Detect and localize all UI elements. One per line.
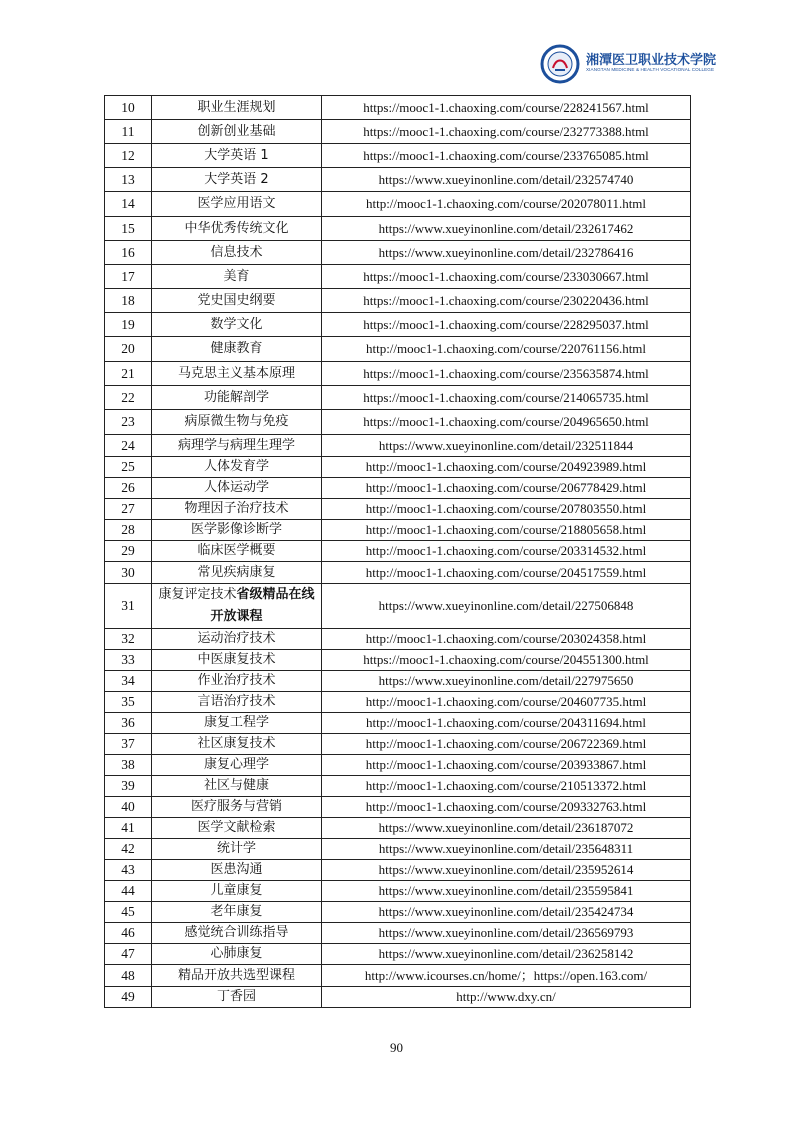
table-row [105, 241, 691, 265]
row-number: 37 [105, 734, 152, 755]
course-url-link[interactable]: https://mooc1-1.chaoxing.com/course/214065735.html [322, 386, 691, 410]
course-name: 病原微生物与免疫 [152, 410, 322, 435]
table-row [105, 944, 691, 965]
course-url-link[interactable]: http://mooc1-1.chaoxing.com/course/204923989.html [322, 457, 691, 478]
row-number: 11 [105, 120, 152, 144]
course-name: 精品开放共选型课程 [152, 965, 322, 987]
row-number: 36 [105, 713, 152, 734]
course-url-link[interactable]: http://mooc1-1.chaoxing.com/course/206722369.html [322, 734, 691, 755]
table-row [105, 776, 691, 797]
course-url-link[interactable]: http://mooc1-1.chaoxing.com/course/203314532.html [322, 541, 691, 562]
course-name: 言语治疗技术 [152, 692, 322, 713]
row-number: 34 [105, 671, 152, 692]
course-name: 医疗服务与营销 [152, 797, 322, 818]
course-name: 人体运动学 [152, 478, 322, 499]
course-name: 数学文化 [152, 313, 322, 337]
row-number: 49 [105, 987, 152, 1008]
course-url-link[interactable]: https://mooc1-1.chaoxing.com/course/228295037.html [322, 313, 691, 337]
table-row [105, 289, 691, 313]
course-name: 大学英语 1 [152, 144, 322, 168]
table-row [105, 818, 691, 839]
course-name: 功能解剖学 [152, 386, 322, 410]
course-url-link[interactable]: https://www.xueyinonline.com/detail/236187072 [322, 818, 691, 839]
course-url-link[interactable]: http://mooc1-1.chaoxing.com/course/204517559.html [322, 562, 691, 584]
row-number: 19 [105, 313, 152, 337]
row-number: 32 [105, 629, 152, 650]
row-number: 29 [105, 541, 152, 562]
course-name: 美育 [152, 265, 322, 289]
course-url-link[interactable]: https://www.xueyinonline.com/detail/232511844 [322, 435, 691, 457]
row-number: 39 [105, 776, 152, 797]
row-number: 42 [105, 839, 152, 860]
row-number: 28 [105, 520, 152, 541]
course-url-link[interactable]: http://mooc1-1.chaoxing.com/course/210513372.html [322, 776, 691, 797]
row-number: 30 [105, 562, 152, 584]
course-name: 医学文献检索 [152, 818, 322, 839]
table-row [105, 755, 691, 776]
course-name: 创新创业基础 [152, 120, 322, 144]
row-number: 14 [105, 192, 152, 217]
course-url-link[interactable]: https://mooc1-1.chaoxing.com/course/235635874.html [322, 362, 691, 386]
college-emblem-icon [540, 44, 580, 84]
course-url-link[interactable]: https://mooc1-1.chaoxing.com/course/230220436.html [322, 289, 691, 313]
table-row [105, 217, 691, 241]
row-number: 20 [105, 337, 152, 362]
course-name: 中华优秀传统文化 [152, 217, 322, 241]
course-award-label: 省级精品在线开放课程 [210, 587, 315, 624]
course-name: 老年康复 [152, 902, 322, 923]
course-name: 健康教育 [152, 337, 322, 362]
course-name: 常见疾病康复 [152, 562, 322, 584]
course-url-link[interactable]: https://www.xueyinonline.com/detail/235595841 [322, 881, 691, 902]
table-row [105, 410, 691, 435]
course-name: 临床医学概要 [152, 541, 322, 562]
course-url-link[interactable]: http://mooc1-1.chaoxing.com/course/204607735.html [322, 692, 691, 713]
table-row [105, 965, 691, 987]
row-number: 17 [105, 265, 152, 289]
course-links-table [104, 95, 691, 1008]
row-number: 13 [105, 168, 152, 192]
course-url-link[interactable]: http://www.icourses.cn/home/；https://open.163.com/ [322, 965, 691, 987]
row-number: 21 [105, 362, 152, 386]
row-number: 33 [105, 650, 152, 671]
course-url-link[interactable]: http://mooc1-1.chaoxing.com/course/220761156.html [322, 337, 691, 362]
course-url-link[interactable]: http://mooc1-1.chaoxing.com/course/203024358.html [322, 629, 691, 650]
course-name: 物理因子治疗技术 [152, 499, 322, 520]
row-number: 41 [105, 818, 152, 839]
table-row [105, 650, 691, 671]
course-url-link[interactable]: http://mooc1-1.chaoxing.com/course/202078011.html [322, 192, 691, 217]
course-name: 大学英语 2 [152, 168, 322, 192]
table-row [105, 168, 691, 192]
course-url-link[interactable]: http://mooc1-1.chaoxing.com/course/209332763.html [322, 797, 691, 818]
table-row [105, 457, 691, 478]
course-name: 马克思主义基本原理 [152, 362, 322, 386]
row-number: 27 [105, 499, 152, 520]
row-number: 35 [105, 692, 152, 713]
course-url-link[interactable]: https://www.xueyinonline.com/detail/227975650 [322, 671, 691, 692]
course-url-link[interactable]: https://www.xueyinonline.com/detail/236569793 [322, 923, 691, 944]
logo-subtext: XIANGTAN MEDICINE & HEALTH VOCATIONAL COLLEGE [586, 67, 715, 72]
table-row [105, 839, 691, 860]
logo-text: 湘潭医卫职业技术学院 [586, 53, 717, 68]
course-name: 康复工程学 [152, 713, 322, 734]
table-row [105, 797, 691, 818]
table-row [105, 520, 691, 541]
course-url-link[interactable]: http://mooc1-1.chaoxing.com/course/207803550.html [322, 499, 691, 520]
table-row [105, 584, 691, 629]
course-url-link[interactable]: https://mooc1-1.chaoxing.com/course/232773388.html [322, 120, 691, 144]
table-body [105, 96, 691, 1008]
course-url-link[interactable]: http://mooc1-1.chaoxing.com/course/203933867.html [322, 755, 691, 776]
course-url-link[interactable]: https://www.xueyinonline.com/detail/232786416 [322, 241, 691, 265]
row-number: 25 [105, 457, 152, 478]
course-name: 丁香园 [152, 987, 322, 1008]
table-row [105, 902, 691, 923]
course-url-link[interactable]: https://mooc1-1.chaoxing.com/course/233030667.html [322, 265, 691, 289]
course-name: 统计学 [152, 839, 322, 860]
row-number: 15 [105, 217, 152, 241]
course-name: 感觉统合训练指导 [152, 923, 322, 944]
course-name: 中医康复技术 [152, 650, 322, 671]
table-row [105, 386, 691, 410]
table-row [105, 499, 691, 520]
course-name [152, 584, 322, 629]
course-name: 儿童康复 [152, 881, 322, 902]
table-row [105, 860, 691, 881]
course-url-link[interactable]: https://mooc1-1.chaoxing.com/course/204551300.html [322, 650, 691, 671]
row-number: 48 [105, 965, 152, 987]
table-row [105, 671, 691, 692]
row-number: 16 [105, 241, 152, 265]
row-number: 10 [105, 96, 152, 120]
row-number: 24 [105, 435, 152, 457]
row-number: 43 [105, 860, 152, 881]
course-url-link[interactable]: https://www.xueyinonline.com/detail/235648311 [322, 839, 691, 860]
table-row [105, 629, 691, 650]
course-url-link[interactable]: http://mooc1-1.chaoxing.com/course/204311694.html [322, 713, 691, 734]
course-url-link[interactable]: https://www.xueyinonline.com/detail/235424734 [322, 902, 691, 923]
course-name: 作业治疗技术 [152, 671, 322, 692]
course-name-text: 康复评定技术 [158, 587, 237, 602]
table-row [105, 144, 691, 168]
course-url-link[interactable]: https://www.xueyinonline.com/detail/232617462 [322, 217, 691, 241]
course-name: 康复心理学 [152, 755, 322, 776]
row-number: 22 [105, 386, 152, 410]
course-name: 职业生涯规划 [152, 96, 322, 120]
row-number: 12 [105, 144, 152, 168]
course-url-link[interactable]: https://mooc1-1.chaoxing.com/course/204965650.html [322, 410, 691, 435]
table-row [105, 541, 691, 562]
course-name: 人体发育学 [152, 457, 322, 478]
course-url-link[interactable]: http://mooc1-1.chaoxing.com/course/206778429.html [322, 478, 691, 499]
course-name: 运动治疗技术 [152, 629, 322, 650]
course-name: 病理学与病理生理学 [152, 435, 322, 457]
course-url-link[interactable]: https://mooc1-1.chaoxing.com/course/228241567.html [322, 96, 691, 120]
course-name: 心肺康复 [152, 944, 322, 965]
table-row [105, 265, 691, 289]
table-row [105, 120, 691, 144]
course-name: 信息技术 [152, 241, 322, 265]
row-number: 44 [105, 881, 152, 902]
table-row [105, 881, 691, 902]
row-number: 47 [105, 944, 152, 965]
course-url-link[interactable]: https://www.xueyinonline.com/detail/232574740 [322, 168, 691, 192]
row-number: 40 [105, 797, 152, 818]
table-row [105, 96, 691, 120]
row-number: 18 [105, 289, 152, 313]
course-url-link[interactable]: https://www.xueyinonline.com/detail/236258142 [322, 944, 691, 965]
course-url-link[interactable]: https://www.xueyinonline.com/detail/227506848 [322, 584, 691, 629]
table-row [105, 562, 691, 584]
table-row [105, 362, 691, 386]
row-number: 23 [105, 410, 152, 435]
table-row [105, 692, 691, 713]
table-row [105, 337, 691, 362]
course-name: 医学影像诊断学 [152, 520, 322, 541]
course-name: 医患沟通 [152, 860, 322, 881]
table-row [105, 923, 691, 944]
row-number: 46 [105, 923, 152, 944]
page-number: 90 [390, 1040, 403, 1055]
course-name: 党史国史纲要 [152, 289, 322, 313]
table-row [105, 478, 691, 499]
row-number: 38 [105, 755, 152, 776]
table-row [105, 435, 691, 457]
table-row [105, 313, 691, 337]
table-row [105, 713, 691, 734]
course-url-link[interactable]: https://mooc1-1.chaoxing.com/course/233765085.html [322, 144, 691, 168]
course-name: 社区与健康 [152, 776, 322, 797]
course-url-link[interactable]: https://www.xueyinonline.com/detail/235952614 [322, 860, 691, 881]
course-url-link[interactable]: http://www.dxy.cn/ [322, 987, 691, 1008]
college-logo [536, 44, 716, 84]
course-url-link[interactable]: http://mooc1-1.chaoxing.com/course/218805658.html [322, 520, 691, 541]
table-row [105, 987, 691, 1008]
course-name: 社区康复技术 [152, 734, 322, 755]
row-number: 45 [105, 902, 152, 923]
table-row [105, 734, 691, 755]
row-number: 31 [105, 584, 152, 629]
course-name: 医学应用语文 [152, 192, 322, 217]
table-row [105, 192, 691, 217]
row-number: 26 [105, 478, 152, 499]
